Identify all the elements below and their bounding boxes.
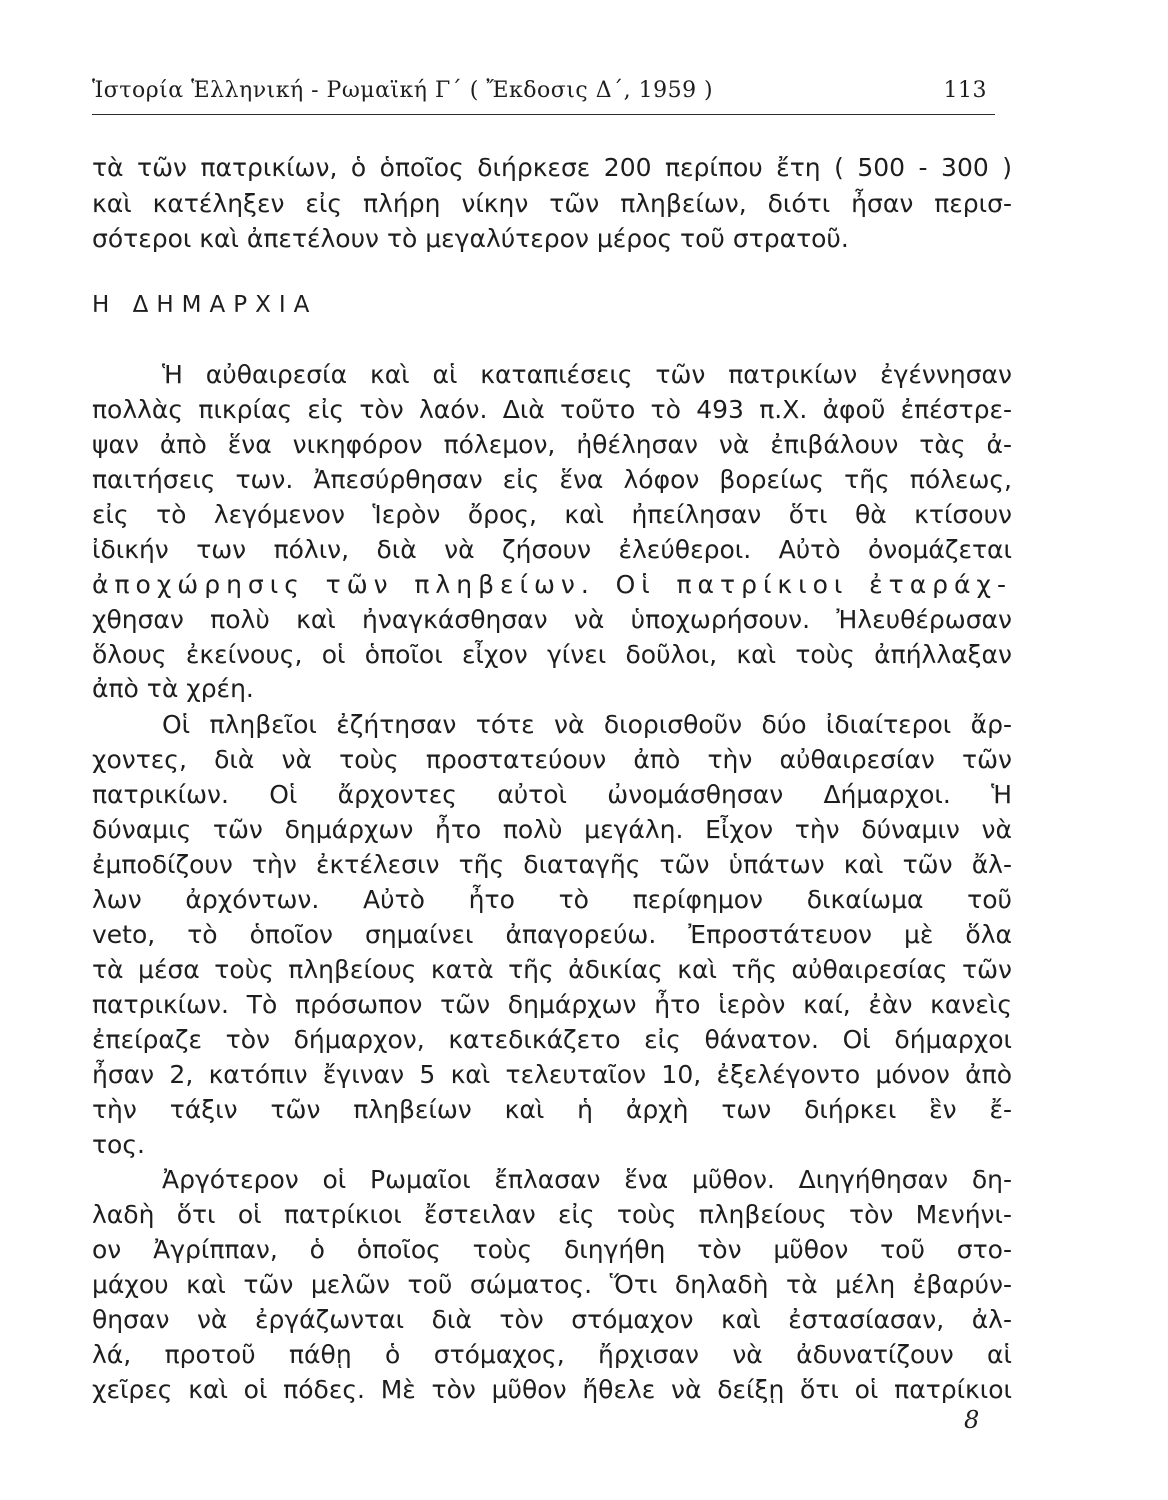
text-line: θησαν νὰ ἐργάζωνται διὰ τὸν στόμαχον καὶ ἐστασίασαν, ἀλ- bbox=[92, 1305, 1012, 1334]
text-line: παιτήσεις των. Ἀπεσύρθησαν εἰς ἕνα λόφον βορείως τῆς πόλεως, bbox=[92, 465, 1012, 494]
header-page-number: 113 bbox=[943, 78, 987, 103]
text-line: μάχου καὶ τῶν μελῶν τοῦ σώματος. Ὅτι δηλαδὴ τὰ μέλη ἐβαρύν- bbox=[92, 1270, 1012, 1299]
text-line: λαδὴ ὅτι οἱ πατρίκιοι ἔστειλαν εἰς τοὺς πληβείους τὸν Μενήνι- bbox=[92, 1200, 1012, 1229]
header-title: Ἱστορία Ἑλληνική - Ρωμαϊκή Γ΄ ( Ἔκδοσις Δ΄, 1959 ) bbox=[92, 78, 714, 103]
text-line: τὰ τῶν πατρικίων, ὁ ὁποῖος διήρκεσε 200 περίπου ἔτη ( 500 - 300 ) bbox=[92, 153, 1012, 182]
text-line: πατρικίων. Τὸ πρόσωπον τῶν δημάρχων ἦτο ἱερὸν καί, ἐὰν κανεὶς bbox=[92, 990, 1012, 1019]
text-line: ψαν ἀπὸ ἕνα νικηφόρον πόλεμον, ἠθέλησαν νὰ ἐπιβάλουν τὰς ἀ- bbox=[92, 430, 1012, 459]
text-line: σότεροι καὶ ἀπετέλουν τὸ μεγαλύτερον μέρος τοῦ στρατοῦ. bbox=[92, 224, 849, 253]
header-rule bbox=[92, 114, 995, 115]
text-line: ἀπὸ τὰ χρέη. bbox=[92, 674, 254, 703]
text-line: εἰς τὸ λεγόμενον Ἱερὸν ὄρος, καὶ ἠπείλησαν ὅτι θὰ κτίσουν bbox=[92, 500, 1012, 529]
text-line: καὶ κατέληξεν εἰς πλήρη νίκην τῶν πληβείων, διότι ἦσαν περισ- bbox=[92, 189, 1012, 218]
text-line: veto, τὸ ὁποῖον σημαίνει ἀπαγορεύω. Ἐπροστάτευον μὲ ὅλα bbox=[92, 920, 1012, 949]
text-line: Ἡ αὐθαιρεσία καὶ αἱ καταπιέσεις τῶν πατρικίων ἐγέννησαν bbox=[162, 360, 1012, 389]
folio-number: 8 bbox=[964, 1406, 980, 1434]
text-line: χοντες, διὰ νὰ τοὺς προστατεύουν ἀπὸ τὴν αὐθαιρεσίαν τῶν bbox=[92, 745, 1012, 774]
text-line: Ἀργότερον οἱ Ρωμαῖοι ἔπλασαν ἕνα μῦθον. Διηγήθησαν δη- bbox=[162, 1165, 1012, 1194]
text-line: χθησαν πολὺ καὶ ἠναγκάσθησαν νὰ ὑποχωρήσουν. Ἠλευθέρωσαν bbox=[92, 605, 1012, 634]
text-line: ἐμποδίζουν τὴν ἐκτέλεσιν τῆς διαταγῆς τῶν ὑπάτων καὶ τῶν ἄλ- bbox=[92, 850, 1012, 879]
text-line: τος. bbox=[92, 1130, 145, 1159]
text-line: χεῖρες καὶ οἱ πόδες. Μὲ τὸν μῦθον ἤθελε νὰ δείξῃ ὅτι οἱ πατρίκιοι bbox=[92, 1375, 1012, 1404]
text-line: ἀποχώρησις τῶν πληβείων. Οἱ πατρίκιοι ἐταράχ- bbox=[92, 570, 1012, 599]
text-line: Οἱ πληβεῖοι ἐζήτησαν τότε νὰ διορισθοῦν δύο ἰδιαίτεροι ἄρ- bbox=[162, 710, 1012, 739]
text-line: πατρικίων. Οἱ ἄρχοντες αὐτοὶ ὠνομάσθησαν Δήμαρχοι. Ἡ bbox=[92, 780, 1012, 809]
section-heading: Η ΔΗΜΑΡΧΙΑ bbox=[92, 292, 318, 318]
text-line: τὴν τάξιν τῶν πληβείων καὶ ἡ ἀρχὴ των διήρκει ἓν ἔ- bbox=[92, 1095, 1012, 1124]
text-line: λά, προτοῦ πάθῃ ὁ στόμαχος, ἤρχισαν νὰ ἀδυνατίζουν αἱ bbox=[92, 1340, 1012, 1369]
text-line: ἐπείραζε τὸν δήμαρχον, κατεδικάζετο εἰς θάνατον. Οἱ δήμαρχοι bbox=[92, 1025, 1012, 1054]
text-line: δύναμις τῶν δημάρχων ἦτο πολὺ μεγάλη. Εἶχον τὴν δύναμιν νὰ bbox=[92, 815, 1012, 844]
text-line: λων ἀρχόντων. Αὐτὸ ἦτο τὸ περίφημον δικαίωμα τοῦ bbox=[92, 885, 1012, 914]
text-line: ον Ἀγρίππαν, ὁ ὁποῖος τοὺς διηγήθη τὸν μῦθον τοῦ στο- bbox=[92, 1235, 1012, 1264]
text-line: ὅλους ἐκείνους, οἱ ὁποῖοι εἶχον γίνει δοῦλοι, καὶ τοὺς ἀπήλλαξαν bbox=[92, 640, 1012, 669]
running-header bbox=[92, 78, 995, 112]
text-line: πολλὰς πικρίας εἰς τὸν λαόν. Διὰ τοῦτο τὸ 493 π.Χ. ἀφοῦ ἐπέστρε- bbox=[92, 395, 1012, 424]
text-line: τὰ μέσα τοὺς πληβείους κατὰ τῆς ἀδικίας καὶ τῆς αὐθαιρεσίας τῶν bbox=[92, 955, 1012, 984]
text-line: ἰδικήν των πόλιν, διὰ νὰ ζήσουν ἐλεύθεροι. Αὐτὸ ὀνομάζεται bbox=[92, 535, 1012, 564]
text-line: ἦσαν 2, κατόπιν ἔγιναν 5 καὶ τελευταῖον 10, ἐξελέγοντο μόνον ἀπὸ bbox=[92, 1060, 1012, 1089]
